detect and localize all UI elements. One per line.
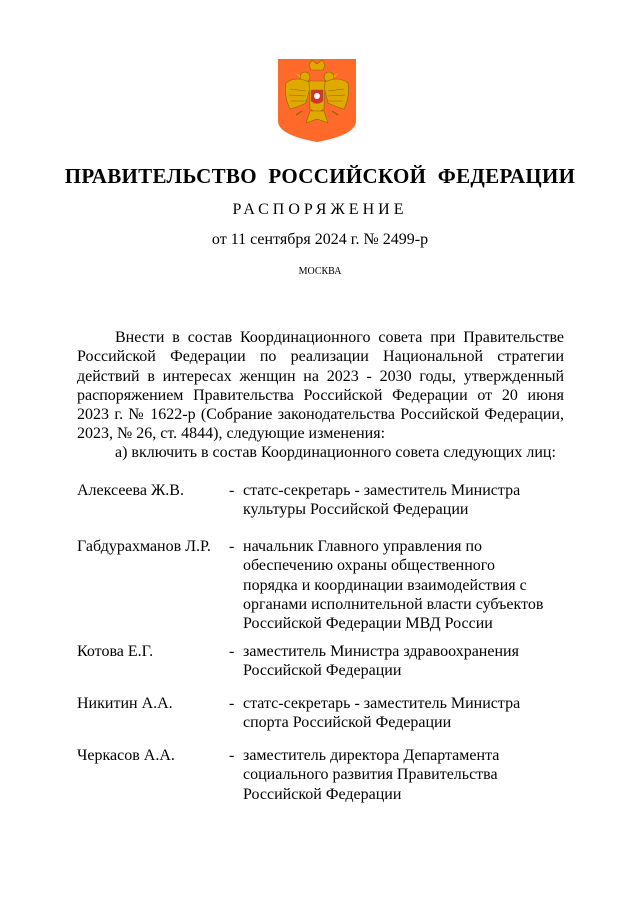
person-entry (77, 642, 572, 694)
person-entry (77, 746, 572, 804)
person-position: статс-секретарь - заместитель Министра культуры Российской Федерации (243, 482, 521, 519)
person-position: начальник Главного управления по обеспечению охраны общественного порядка и координации взаимодействия с органами исполнительной власти субъектов Российской Федерации МВД России (243, 538, 544, 633)
dash: - (229, 695, 235, 712)
person-position: заместитель Министра здравоохранения Российской Федерации (243, 643, 519, 680)
document-city: МОСКВА (298, 266, 342, 277)
person-name: Алексеева Ж.В. (77, 482, 184, 499)
person-position: статс-секретарь - заместитель Министра спорта Российской Федерации (243, 695, 521, 732)
government-title: ПРАВИТЕЛЬСТВО РОССИЙСКОЙ ФЕДЕРАЦИИ (64, 164, 576, 188)
dash: - (229, 538, 235, 555)
person-entry (77, 481, 572, 537)
dash: - (229, 482, 235, 499)
person-name: Никитин А.А. (77, 695, 173, 712)
person-name: Котова Е.Г. (77, 643, 154, 660)
document-date-number: от 11 сентября 2024 г. № 2499-р (211, 231, 429, 248)
persons-list (77, 481, 572, 804)
person-position: заместитель директора Департамента социального развития Правительства Российской Федерации (243, 747, 500, 803)
dash: - (229, 643, 235, 660)
person-name: Черкасов А.А. (77, 747, 175, 764)
person-entry (77, 694, 572, 746)
main-paragraph: Внести в состав Координационного совета при Правительстве Российской Федерации по реализации Национальной стратегии действий в интересах женщин на 2023 - 2030 годы, утвержденный распоряжением Правительства Российской Федерации от 20 июня 2023 г. № 1622-р (Собрание законодательства Российской Федерации, 2023, № 26, ст. 4844), следующие изменения: (77, 329, 564, 443)
person-name: Габдурахманов Л.Р. (77, 538, 211, 555)
subpoint-a: а) включить в состав Координационного совета следующих лиц: (115, 444, 556, 461)
double-headed-eagle-icon (276, 57, 358, 143)
coat-of-arms-emblem (276, 57, 358, 143)
person-entry (77, 537, 572, 642)
dash: - (229, 747, 235, 764)
document-type: РАСПОРЯЖЕНИЕ (232, 201, 408, 218)
